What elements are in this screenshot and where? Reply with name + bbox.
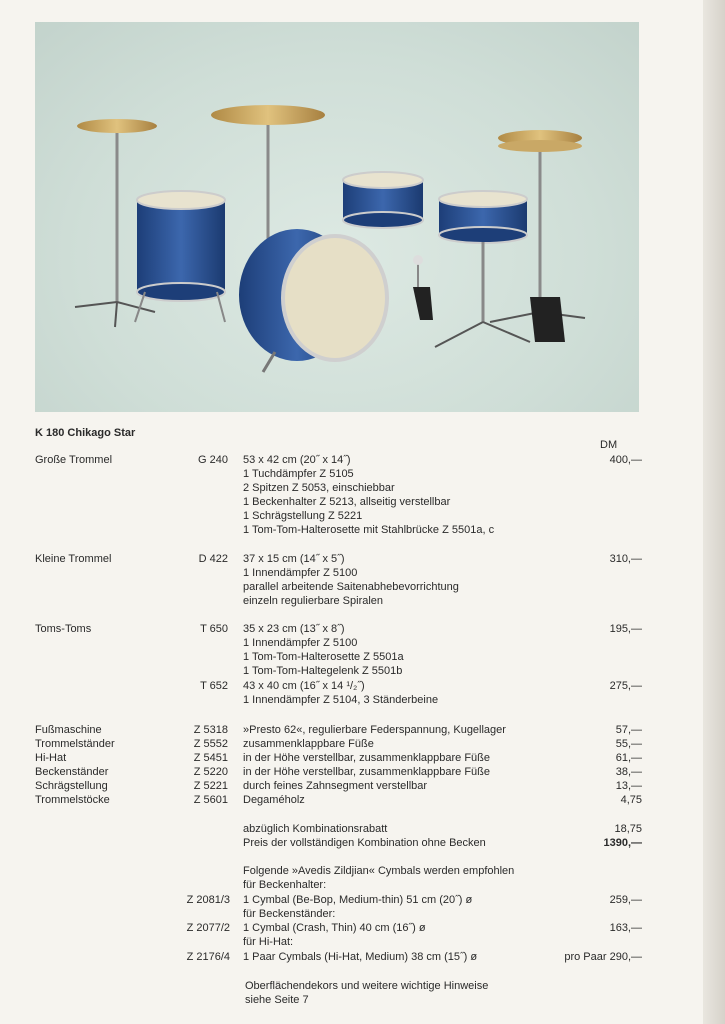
accessory-desc: in der Höhe verstellbar, zusammenklappbare Füße [243, 752, 491, 764]
total-value: 1390,— [603, 837, 642, 849]
accessory-desc: in der Höhe verstellbar, zusammenklappbare Füße [243, 766, 491, 778]
accessory-code: Z 5601 [193, 794, 228, 806]
product-code: G 240 [198, 454, 228, 466]
accessory-price: 13,— [615, 780, 642, 792]
accessory-desc: zusammenklappbare Füße [243, 738, 374, 750]
discount-value: 18,75 [614, 823, 642, 835]
bass-pedal [413, 255, 433, 320]
accessory-label: Trommelständer [35, 738, 115, 750]
footer-note: Oberflächendekors und weitere wichtige Hinweise [245, 980, 489, 992]
cymbal-price: 163,— [609, 922, 642, 934]
accessory-price: 61,— [615, 752, 642, 764]
product-line: 1 Innendämpfer Z 5100 [243, 567, 358, 579]
product-code: D 422 [198, 553, 228, 565]
total-label: Preis der vollständigen Kombination ohne Becken [243, 837, 486, 849]
accessory-code: Z 5318 [193, 724, 228, 736]
cymbal-desc: 1 Paar Cymbals (Hi-Hat, Medium) 38 cm (15˝) ø [243, 951, 478, 963]
cymbal-desc: 1 Cymbal (Be-Bop, Medium-thin) 51 cm (20˝) ø [243, 894, 473, 906]
product-price: 275,— [609, 680, 642, 692]
accessory-code: Z 5220 [193, 766, 228, 778]
product-line: 1 Innendämpfer Z 5100 [243, 637, 358, 649]
snare-drum [435, 191, 530, 347]
cymbal-code: Z 2081/3 [186, 894, 230, 906]
product-line: 1 Tom-Tom-Haltegelenk Z 5501b [243, 665, 403, 677]
page-edge [703, 0, 725, 1024]
product-line: 1 Schrägstellung Z 5221 [243, 510, 363, 522]
product-line: 1 Innendämpfer Z 5104, 3 Ständerbeine [243, 694, 439, 706]
product-line: 1 Tuchdämpfer Z 5105 [243, 468, 354, 480]
accessory-price: 55,— [615, 738, 642, 750]
accessory-code: Z 5451 [193, 752, 228, 764]
product-label: Toms-Toms [35, 623, 92, 635]
product-line: 2 Spitzen Z 5053, einschiebbar [243, 482, 395, 494]
product-price: 195,— [609, 623, 642, 635]
accessory-desc: durch feines Zahnsegment verstellbar [243, 780, 428, 792]
cymbal-code: Z 2077/2 [186, 922, 230, 934]
product-line: parallel arbeitende Saitenabhebevorrichtung [243, 581, 459, 593]
accessory-code: Z 5221 [193, 780, 228, 792]
accessory-price: 38,— [615, 766, 642, 778]
product-line: 1 Tom-Tom-Halterosette Z 5501a [243, 651, 404, 663]
product-code: T 650 [200, 623, 228, 635]
middle-cymbal-stand [211, 105, 325, 252]
cymbals-subheading: für Hi-Hat: [243, 936, 294, 948]
floor-tom [135, 191, 225, 322]
product-price: 310,— [609, 553, 642, 565]
product-line: 1 Tom-Tom-Halterosette mit Stahlbrücke Z 5501a, c [243, 524, 495, 536]
cymbals-subheading: für Beckenständer: [243, 908, 336, 920]
product-line: 53 x 42 cm (20˝ x 14˝) [243, 454, 351, 466]
discount-label: abzüglich Kombinationsrabatt [243, 823, 388, 835]
accessory-price: 4,75 [620, 794, 642, 806]
footer-note: siehe Seite 7 [245, 994, 309, 1006]
product-line: einzeln regulierbare Spiralen [243, 595, 384, 607]
page-title: K 180 Chikago Star [35, 427, 136, 439]
bass-drum [239, 229, 387, 372]
accessory-desc: »Presto 62«, regulierbare Federspannung, Kugellager [243, 724, 506, 736]
accessory-code: Z 5552 [193, 738, 228, 750]
product-line: 1 Beckenhalter Z 5213, allseitig verstellbar [243, 496, 451, 508]
product-line: 35 x 23 cm (13˝ x 8˝) [243, 623, 345, 635]
accessory-label: Fußmaschine [35, 724, 102, 736]
drum-kit-illustration [35, 22, 639, 412]
cymbal-price: 259,— [609, 894, 642, 906]
cymbals-intro: Folgende »Avedis Zildjian« Cymbals werden empfohlen [243, 865, 515, 877]
accessory-label: Hi-Hat [35, 752, 67, 764]
cymbal-price: pro Paar 290,— [564, 951, 642, 963]
accessory-label: Beckenständer [35, 766, 109, 778]
rack-tom-1 [343, 172, 423, 228]
cymbal-code: Z 2176/4 [186, 951, 230, 963]
accessory-label: Trommelstöcke [35, 794, 110, 806]
product-code: T 652 [200, 680, 228, 692]
accessory-desc: Degaméholz [243, 794, 305, 806]
cymbal-desc: 1 Cymbal (Crash, Thin) 40 cm (16˝) ø [243, 922, 426, 934]
product-line: 37 x 15 cm (14˝ x 5˝) [243, 553, 345, 565]
currency-label: DM [600, 439, 618, 451]
product-line: 43 x 40 cm (16˝ x 14 ¹/₂˝) [243, 680, 365, 692]
product-price: 400,— [609, 454, 642, 466]
accessory-label: Schrägstellung [35, 780, 108, 792]
cymbals-subheading: für Beckenhalter: [243, 879, 327, 891]
product-label: Kleine Trommel [35, 553, 112, 565]
accessory-price: 57,— [615, 724, 642, 736]
drum-kit-photo [35, 22, 639, 412]
product-label: Große Trommel [35, 454, 113, 466]
